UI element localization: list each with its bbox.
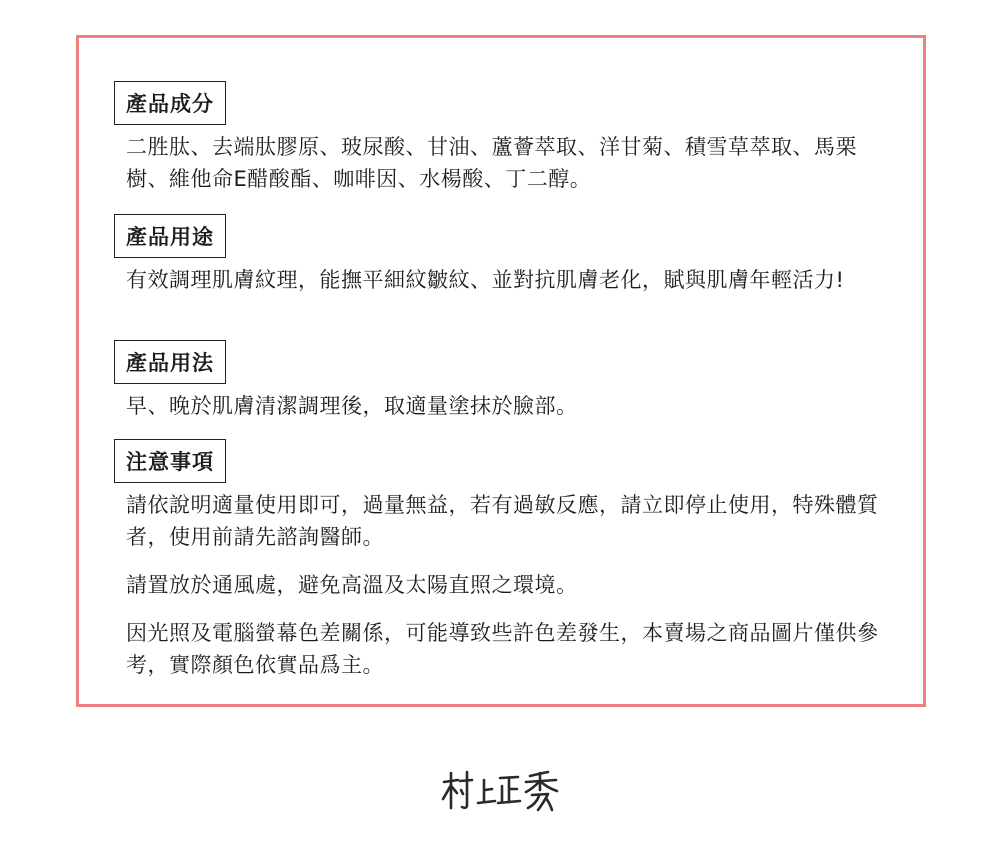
section-precautions bbox=[114, 439, 894, 681]
purpose-text: 有效調理肌膚紋理，能撫平細紋皺紋、並對抗肌膚老化，賦與肌膚年輕活力! bbox=[126, 268, 845, 292]
section-directions bbox=[114, 340, 894, 422]
section-label-directions: 產品用法 bbox=[114, 340, 226, 384]
ingredients-text: 二胜肽、去端肽膠原、玻尿酸、甘油、蘆薈萃取、洋甘菊、積雪草萃取、馬栗樹、維他命E醋酸酯、咖啡因、水楊酸、丁二醇。 bbox=[126, 135, 857, 191]
content-frame bbox=[76, 35, 926, 707]
brand-signature-logo bbox=[440, 768, 562, 814]
section-label-ingredients: 產品成分 bbox=[114, 81, 226, 125]
section-ingredients bbox=[114, 81, 894, 195]
precautions-text-1: 請依說明適量使用即可，過量無益，若有過敏反應，請立即停止使用，特殊體質者，使用前請先諮詢醫師。 bbox=[126, 493, 879, 549]
section-usage-purpose bbox=[114, 214, 894, 296]
precautions-text-3: 因光照及電腦螢幕色差關係，可能導致些許色差發生，本賣場之商品圖片僅供參考，實際顏色依實品爲主。 bbox=[126, 621, 879, 677]
section-label-purpose: 產品用途 bbox=[114, 214, 226, 258]
directions-text: 早、晚於肌膚清潔調理後，取適量塗抹於臉部。 bbox=[126, 394, 578, 418]
section-label-precautions: 注意事項 bbox=[114, 439, 226, 483]
precautions-text-2: 請置放於通風處，避免高溫及太陽直照之環境。 bbox=[126, 573, 578, 597]
